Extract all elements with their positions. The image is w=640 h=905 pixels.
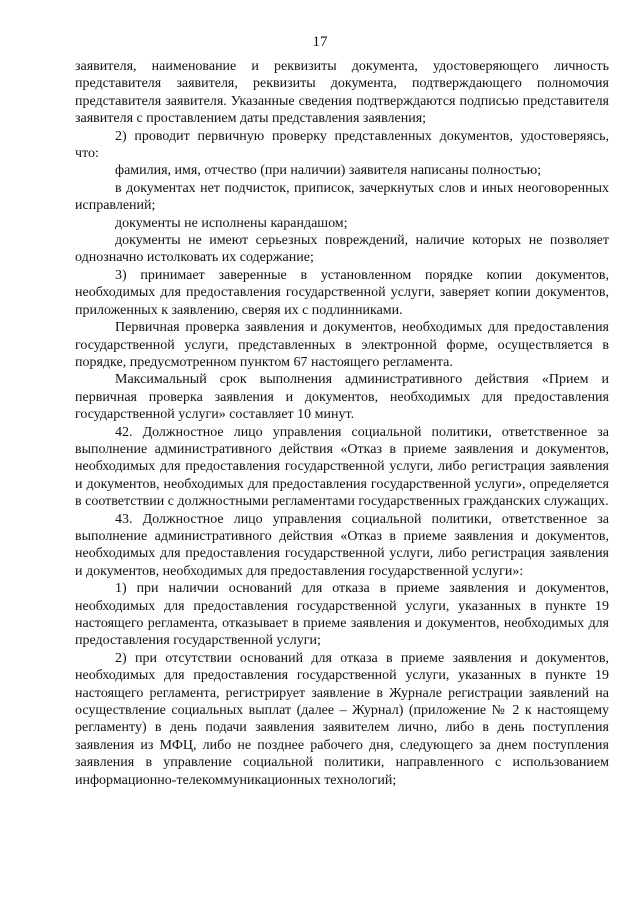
paragraph: фамилия, имя, отчество (при наличии) заявителя написаны полностью; xyxy=(115,163,542,179)
paragraph: Максимальный срок выполнения административного действия «Прием и первичная проверка заявления и документов, необходимых для предоставления государственной услуги» составляет 10 минут. xyxy=(75,372,609,423)
paragraph: 2) при отсутствии оснований для отказа в приеме заявления и документов, необходимых для предоставления государственной услуги, указанных в пункте 19 настоящего регламента, регистрирует заявление в Журнале регистрации заявлений на осуществление социальных выплат (далее – Журнал) (приложение № 2 к настоящему регламенту) в день подачи заявления заявителем лично, либо в день поступления заявления из МФЦ, либо не позднее рабочего дня, следующего за днем поступления заявления в управление социальной политики, направленного с использованием информационно-телекоммуникационных технологий; xyxy=(75,650,609,788)
paragraph: 43. Должностное лицо управления социальной политики, ответственное за выполнение административного действия «Отказ в приеме заявления и документов, необходимых для предоставления государственной услуги, либо регистрация заявления и документов, необходимых для предоставления государственной услуги»: xyxy=(75,511,609,579)
document-body xyxy=(75,58,609,789)
paragraph: 42. Должностное лицо управления социальной политики, ответственное за выполнение административного действия «Отказ в приеме заявления и документов, необходимых для предоставления государственной услуги, либо регистрация заявления и документов, необходимых для предоставления государственной услуги», определяется в соответствии с должностными регламентами государственных гражданских служащих. xyxy=(75,424,609,510)
paragraph: 1) при наличии оснований для отказа в приеме заявления и документов, необходимых для предоставления государственной услуги, указанных в пункте 19 настоящего регламента, отказывает в приеме заявления и документов, необходимых для предоставления государственной услуги; xyxy=(75,581,609,649)
page-number: 17 xyxy=(312,34,328,50)
paragraph: документы не исполнены карандашом; xyxy=(115,215,348,231)
paragraph: документы не имеют серьезных повреждений, наличие которых не позволяет однозначно истолковать их содержание; xyxy=(75,233,609,266)
paragraph: заявителя, наименование и реквизиты документа, удостоверяющего личность представителя заявителя, реквизиты документа, подтверждающего полномочия представителя заявителя. Указанные сведения подтверждаются подписью представителя заявителя с проставлением даты представления заявления; xyxy=(75,59,609,127)
paragraph: 3) принимает заверенные в установленном порядке копии документов, необходимых для предоставления государственной услуги, заверяет копии документов, приложенных к заявлению, сверяя их с подлинниками. xyxy=(75,267,609,318)
paragraph: 2) проводит первичную проверку представленных документов, удостоверяясь, что: xyxy=(75,128,609,162)
paragraph: в документах нет подчисток, приписок, зачеркнутых слов и иных неоговоренных исправлений; xyxy=(75,180,609,214)
paragraph: Первичная проверка заявления и документов, необходимых для предоставления государственной услуги, представленных в электронной форме, осуществляется в порядке, предусмотренном пунктом 67 настоящего регламента. xyxy=(75,320,609,370)
